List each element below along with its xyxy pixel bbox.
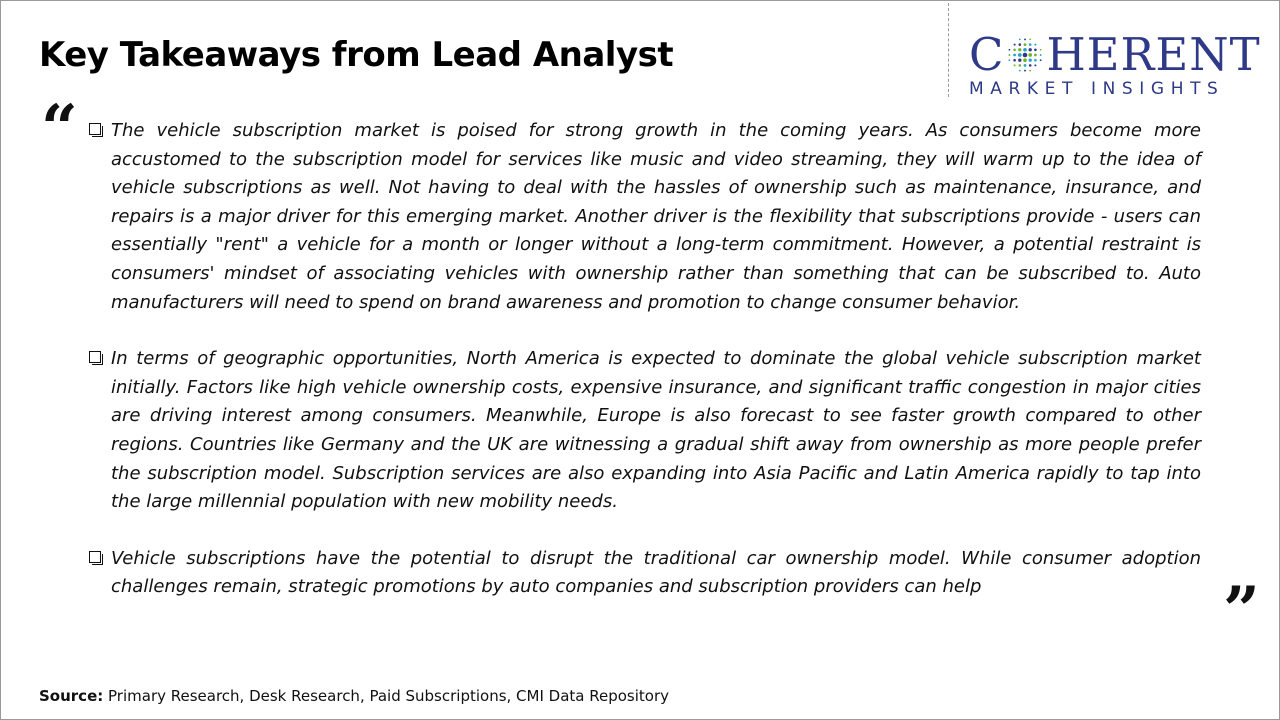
logo-dot bbox=[1019, 70, 1021, 72]
logo-dot bbox=[1029, 53, 1033, 57]
checkbox-bullet-icon bbox=[89, 123, 101, 135]
list-item bbox=[87, 545, 1201, 602]
logo-dot bbox=[1014, 59, 1017, 62]
logo-dot bbox=[1009, 59, 1011, 61]
logo-tagline: MARKET INSIGHTS bbox=[969, 79, 1225, 99]
checkbox-bullet-icon bbox=[89, 551, 101, 563]
open-quote-icon: “ bbox=[41, 91, 78, 166]
logo-dot bbox=[1035, 64, 1037, 66]
logo-dot bbox=[1024, 48, 1028, 52]
logo-dot bbox=[1024, 38, 1026, 40]
logo-dot bbox=[1040, 49, 1042, 51]
company-logo bbox=[969, 28, 1264, 101]
logo-dot bbox=[1040, 59, 1042, 61]
logo-wordmark-left: C bbox=[969, 28, 1005, 81]
page-title: Key Takeaways from Lead Analyst bbox=[39, 35, 674, 75]
logo-dot bbox=[1023, 53, 1028, 58]
logo-dot bbox=[1029, 59, 1032, 62]
logo-dot bbox=[1024, 43, 1027, 46]
takeaway-text: The vehicle subscription market is poised for strong growth in the coming years. As consumers become more accustomed to the subscription model for services like music and video streaming, they will warm up to the idea of vehicle subscriptions as well. Not having to deal with the hassles of ownership such as maintenance, insurance, and repairs is a major driver for this emerging market. Another driver is the flexibility that subscriptions provide - users can essentially "rent" a vehicle for a month or longer without a long-term commitment. However, a potential restraint is consumers' mindset of associating vehicles with ownership rather than something that can be subscribed to. Auto manufacturers will need to spend on brand awareness and promotion to change consumer behavior. bbox=[111, 120, 1201, 313]
logo-dot bbox=[1030, 39, 1032, 41]
logo-dot bbox=[1040, 54, 1042, 56]
source-note bbox=[39, 687, 669, 705]
logo-dot bbox=[1014, 49, 1017, 52]
takeaway-list bbox=[87, 117, 1201, 630]
logo-dot bbox=[1035, 59, 1038, 62]
logo-divider bbox=[948, 3, 949, 97]
logo-dot bbox=[1030, 70, 1032, 72]
logo-dot bbox=[1019, 48, 1022, 51]
logo-dot bbox=[1035, 44, 1037, 46]
logo-dot bbox=[1018, 53, 1022, 57]
close-quote-icon: ” bbox=[1223, 573, 1260, 648]
logo-dot bbox=[1019, 59, 1022, 62]
logo-dot bbox=[1029, 43, 1032, 46]
logo-dot bbox=[1029, 48, 1032, 51]
list-item bbox=[87, 117, 1201, 317]
logo-wordmark-right: HERENT bbox=[1046, 28, 1261, 81]
source-label: Source: bbox=[39, 687, 104, 705]
logo-dot bbox=[1024, 70, 1026, 72]
logo-dot bbox=[1014, 64, 1016, 66]
takeaway-text: Vehicle subscriptions have the potential to disrupt the traditional car ownership model. While consumer adoption challenges remain, strategic promotions by auto companies and subscription providers can help bbox=[111, 547, 1201, 598]
logo-dot bbox=[1024, 64, 1027, 67]
logo-dot bbox=[1019, 64, 1022, 67]
takeaway-text: In terms of geographic opportunities, North America is expected to dominate the global vehicle subscription market initially. Factors like high vehicle ownership costs, expensive insurance, and significant traffic congestion in major cities are driving interest among consumers. Meanwhile, Europe is also forecast to see faster growth compared to other regions. Countries like Germany and the UK are witnessing a gradual shift away from ownership as more people prefer the subscription model. Subscription services are also expanding into Asia Pacific and Latin America rapidly to tap into the large millennial population with new mobility needs. bbox=[111, 348, 1201, 513]
logo-dot bbox=[1035, 49, 1038, 52]
list-item bbox=[87, 345, 1201, 517]
logo-dot bbox=[1029, 64, 1032, 67]
logo-dot bbox=[1009, 49, 1011, 51]
logo-dot bbox=[1009, 54, 1011, 56]
logo-dot bbox=[1019, 43, 1022, 46]
logo-dots-icon bbox=[1006, 36, 1044, 74]
logo-dot bbox=[1024, 58, 1028, 62]
logo-dot bbox=[1014, 44, 1016, 46]
checkbox-bullet-icon bbox=[89, 351, 101, 363]
logo-wordmark bbox=[969, 28, 1264, 81]
source-text: Primary Research, Desk Research, Paid Subscriptions, CMI Data Repository bbox=[103, 687, 670, 705]
logo-dot bbox=[1019, 39, 1021, 41]
logo-dot bbox=[1034, 54, 1037, 57]
logo-dot bbox=[1014, 54, 1017, 57]
